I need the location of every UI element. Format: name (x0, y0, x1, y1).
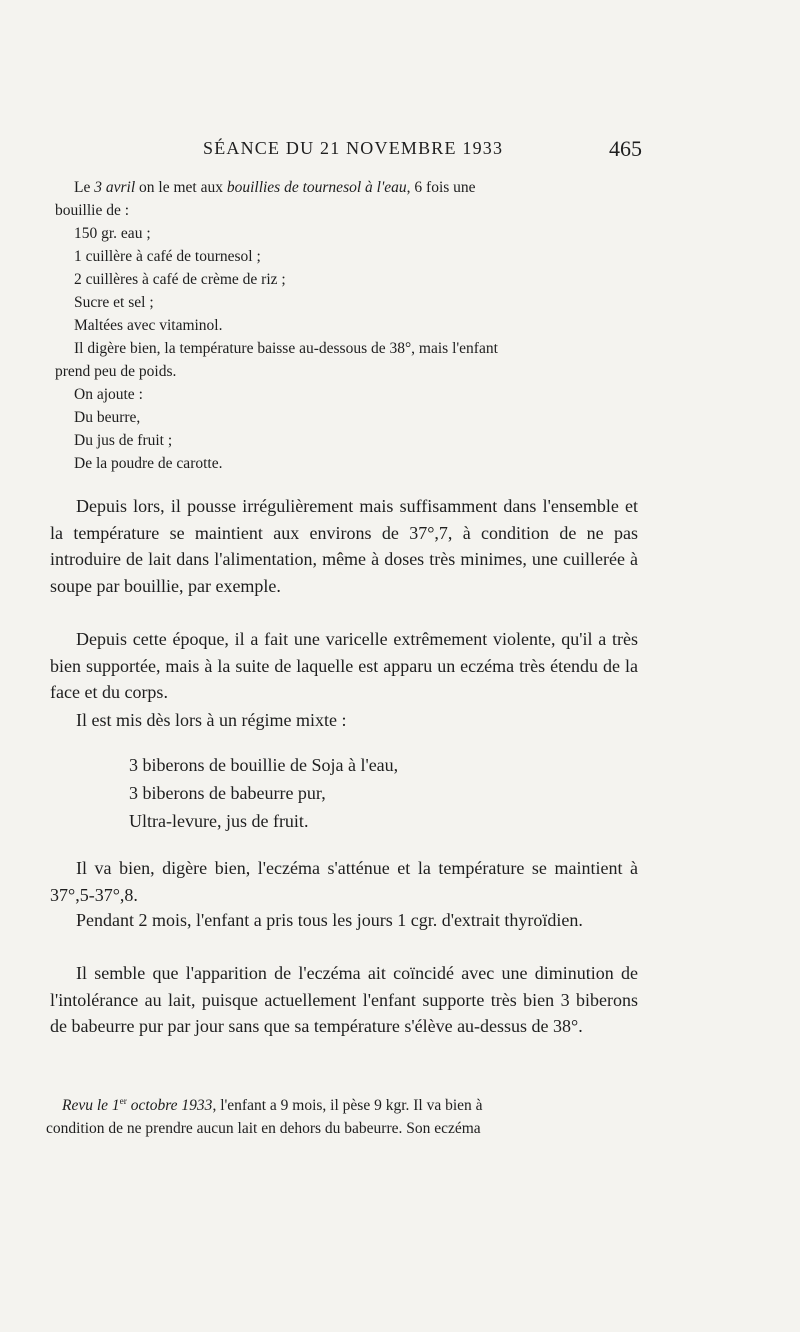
recipe-item: Sucre et sel ; (74, 294, 154, 311)
added-item: Du jus de fruit ; (74, 432, 173, 449)
revu-line (62, 1094, 483, 1117)
recipe-intro-line (74, 176, 476, 199)
paragraph: Depuis cette époque, il a fait une varicelle extrêmement violente, qu'il a très bien supportée, mais à la suite de laquelle est apparu un eczéma très étendu de la face et du corps. (50, 629, 638, 702)
paragraph: Il va bien, digère bien, l'eczéma s'atténue et la température se maintient à 37°,5-37°,8. (50, 858, 638, 905)
added-item: De la poudre de carotte. (74, 455, 223, 472)
paragraph: Depuis lors, il pousse irrégulièrement mais suffisamment dans l'ensemble et la température se maintient aux environs de 37°,7, à condition de ne pas introduire de lait dans l'alimentation, même à doses très minimes, une cuillerée à soupe par bouillie, par exemple. (50, 496, 638, 596)
page-number: 465 (609, 136, 642, 161)
paragraph: Il semble que l'apparition de l'eczéma ait coïncidé avec une diminution de l'intolérance au lait, puisque actuellement l'enfant supporte très bien 3 biberons de babeurre pur par jour sans que sa température s'élève au-dessus de 38°. (50, 963, 638, 1036)
intro-mid: on le met aux (135, 179, 227, 196)
added-item: On ajoute : (74, 386, 143, 403)
regime-item: 3 biberons de babeurre pur, (129, 783, 326, 803)
revu-text: , l'enfant a 9 mois, il pèse 9 kgr. Il va bien à (212, 1097, 483, 1114)
recipe-intro-line-2: bouillie de : (55, 202, 130, 219)
intro-emphasis: bouillies de tournesol à l'eau (226, 179, 407, 196)
intro-suffix: , 6 fois une (406, 179, 476, 196)
digest-line-1: Il digère bien, la température baisse au-dessous de 38°, mais l'enfant (74, 340, 498, 357)
recipe-item: 2 cuillères à café de crème de riz ; (74, 271, 286, 288)
revu-date: octobre 1933 (126, 1097, 213, 1114)
added-item: Du beurre, (74, 409, 141, 426)
revu-prefix: Revu le 1 (62, 1097, 120, 1114)
recipe-item: 1 cuillère à café de tournesol ; (74, 248, 261, 265)
paragraph: Il est mis dès lors à un régime mixte : (76, 710, 347, 730)
intro-prefix: Le (74, 179, 95, 196)
digest-line-2: prend peu de poids. (55, 363, 177, 380)
recipe-item: Maltées avec vitaminol. (74, 317, 223, 334)
running-title: SÉANCE DU 21 NOVEMBRE 1933 (203, 138, 504, 158)
paragraph: Pendant 2 mois, l'enfant a pris tous les jours 1 cgr. d'extrait thyroïdien. (76, 910, 583, 930)
recipe-item: 150 gr. eau ; (74, 225, 151, 242)
page-header (48, 136, 642, 166)
revu-sup: er (119, 1096, 127, 1107)
intro-date: 3 avril (94, 179, 136, 196)
revu-line-2: condition de ne prendre aucun lait en dehors du babeurre. Son eczéma (46, 1120, 481, 1137)
regime-item: Ultra-levure, jus de fruit. (129, 811, 309, 831)
regime-item: 3 biberons de bouillie de Soja à l'eau, (129, 755, 399, 775)
